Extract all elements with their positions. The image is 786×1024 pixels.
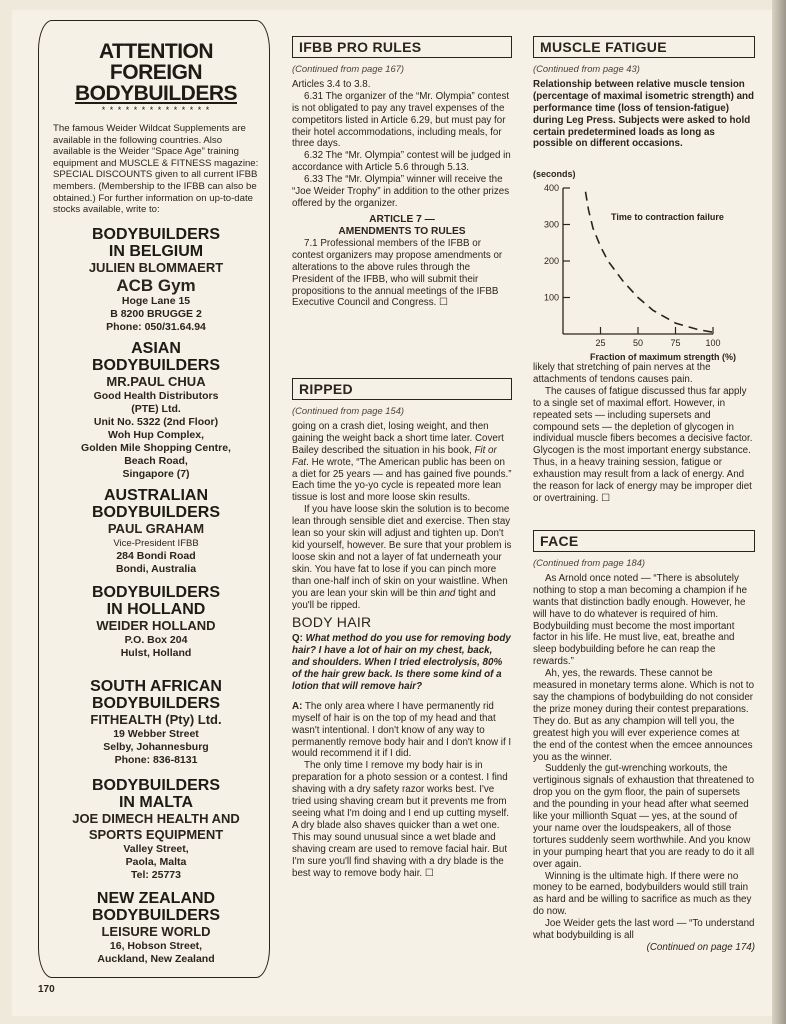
x-tick-label: 25 — [595, 338, 606, 348]
ifbb-pro-rules-section: IFBB PRO RULES (Continued from page 167) Articles 3.4 to 3.8. 6.31 The organizer of the “Mr. Olympia” contest is not obligated to pay any travel expenses of the competitors listed in Article 6.29, but must pay for their hotel accommodations, including meals, for three days. 6.32 The “Mr. Olympia” contest will be judged in accordance with Article 5.6 through 5.13. 6.33 The “Mr. Olympia” winner will receive the “Joe Weider Trophy” in addition to the other prizes offered by the organizer. ARTICLE 7 — AMENDMENTS TO RULES 7.1 Professional members of the IFBB or contest organizers may propose amendments or alterations to the above rules through the President of the IFBB, who will submit their propositions to the annual meetings of the IFBB Executive Council and Congress. ☐ — [292, 36, 512, 309]
continued-from: (Continued from page 43) — [533, 63, 640, 74]
section-header-face: FACE — [533, 530, 755, 552]
y-tick-label: 200 — [543, 256, 559, 266]
muscle-fatigue-section — [533, 36, 755, 150]
section-header-ifbb: IFBB PRO RULES — [292, 36, 512, 58]
page-number: 170 — [38, 984, 55, 995]
x-axis-label: Fraction of maximum strength (%) — [589, 352, 737, 362]
muscle-fatigue-text: likely that stretching of pain nerves at the attachments of tendons causes pain. The causes of fatigue discussed thus far apply to a single set of maximal effort. However, in repeated sets — including supersets and compound sets — the depletion of glycogen in individual muscle fibers becomes a decisive factor. Glycogen is the most important energy substance. Thus, in a heavy training session, fatigue or exhaustion may result from a lack of energy. And the reason for lack of energy may be improper diet or overtraining. ☐ — [533, 362, 753, 504]
ripped-section: RIPPED (Continued from page 154) going on a crash diet, losing weight, and then gaining the weight back a short time later. Covert Bailey described the situation in his book, Fit or Fat. He wrote, “The American public has been on a diet for 25 years — and has gained five pounds.” Each time the yo-yo cycle is repeated more lean tissue is lost and more loose skin results. If you have loose skin the solution is to become lean through sensible diet and exercise. Then stay lean so your skin will adjust and tighten up. Don't kid yourself, however. Be sure that your problem is loose skin and not a layer of fat underneath your skin. You have fat to lose if you can pinch more than one-half inch of skin on your waistline. When you are lean your skin will be thin and tight and you'll be ripped. BODY HAIR Q: What method do you use for removing body hair? I have a lot of hair on my chest, back, and shoulders. When I tried electrolysis, 80% of the hair grew back. Is there some kind of a lotion that will remove hair? A: The only area where I have permanently rid myself of hair is on the top of my head and that wasn't intentional. I don't know of any way to permanently remove body hair and I don't know if I would recommend it if I did. The only time I remove my body hair is in preparation for a photo session or a contest. I find shaving with a dry safety razor works best. I've tried using shaving cream but it prevents me from seeing what I'm doing and I end up cutting myself. A dry blade also shaves quicker than a wet one. This may sound unusual since a wet blade and shaving cream are used to remove facial hair. But I'm sure you'll find shaving with a dry blade is the best way to remove body hair. ☐ — [292, 378, 512, 879]
x-tick-label: 50 — [632, 338, 644, 348]
distributor-belgium: BODYBUILDERS IN BELGIUM JULIEN BLOMMAERT ACB Gym Hoge Lane 15 B 8200 BRUGGE 2 Phone: 050/31.64.94 — [88, 225, 224, 333]
x-tick-label: 100 — [705, 338, 721, 348]
page-spine-shadow — [772, 0, 786, 1024]
distributor-south-africa: SOUTH AFRICAN BODYBUILDERS FITHEALTH (Pty) Ltd. 19 Webber Street Selby, Johannesburg Phone: 836-8131 — [90, 677, 222, 766]
body-hair-subhead: BODY HAIR — [292, 614, 372, 631]
ad-discount: SPECIAL DISCOUNTS given to all current IFBB members. (Membership to the IFBB can also be obtained.) For further information on up-to-date stocks available, write to: — [53, 169, 258, 216]
continued-from: (Continued from page 184) — [533, 557, 646, 568]
foreign-bodybuilders-ad — [38, 20, 270, 978]
star-divider: * * * * * * * * * * * * * * — [101, 105, 211, 115]
article-7-heading: ARTICLE 7 — AMENDMENTS TO RULES — [338, 213, 466, 237]
ad-title: ATTENTION FOREIGN BODYBUILDERS — [74, 40, 237, 105]
continued-on: (Continued on page 174) — [646, 942, 755, 953]
ad-intro: The famous Weider Wildcat Supplements are available in the following countries. Also available is the Weider “Space Age” training equipment and MUSCLE & FITNESS magazine: — [53, 123, 259, 169]
x-tick-label: 75 — [670, 338, 681, 348]
y-tick-label: 100 — [543, 292, 559, 303]
face-section: FACE (Continued from page 184) As Arnold once noted — “There is absolutely nothing to stop a man becoming a champion if he wants that distinction badly enough. However, he will have to do whatever is required of him. Bodybuilding must become the most important factor in his life. He must live, eat, breathe and sleep bodybuilding before he can reap the rewards.” Ah, yes, the rewards. These cannot be measured in monetary terms alone. Which is not to say the champions of bodybuilding do not consider the prize money during their contest preparations. They do. But as any champion will tell you, the greatest high you will ever experience comes at the end of the contest when the emcee announces you as the winner. Suddenly the gut-wrenching workouts, the vertiginous signals of exhaustion that threatened to drop you on the gym floor, the pain of supersets and the pounding in your head after what seemed like your millionth Squat — yes, at the sound of your name over the loudspeakers, all of those tortures suddenly seem worthwhile. And you know in your pumping heart that you are ready to do it all over again. Winning is the ultimate high. If there were no money to be earned, bodybuilders would still train as hard and be willing to sacrifice as much as they do now. Joe Weider gets the last word — “To understand what bodybuilding is all (Continued on page 174) — [533, 530, 755, 954]
section-header-fatigue: MUSCLE FATIGUE — [533, 36, 755, 58]
continued-from: (Continued from page 167) — [292, 63, 405, 74]
y-tick-label: 400 — [543, 183, 559, 193]
distributor-asia: ASIAN BODYBUILDERS MR.PAUL CHUA Good Health Distributors (PTE) Ltd. Unit No. 5322 (2nd Floor) Woh Hup Complex, Golden Mile Shopping Centre, Beach Road, Singapore (7) — [81, 339, 231, 480]
chart-caption: Relationship between relative muscle tension (percentage of maximal isometric strength) and performance time (loss of tension-fatigue) during Leg Press. Subjects were asked to hold certain predetermined loads as long as possible on different occasions. — [533, 78, 755, 150]
distributor-malta: BODYBUILDERS IN MALTA JOE DIMECH HEALTH AND SPORTS EQUIPMENT Valley Street, Paola, Malta Tel: 25773 — [72, 776, 240, 881]
answer: A: The only area where I have permanently rid myself of hair is on the top of my head and that wasn't intentional. I don't know of any way to permanently remove body hair and I don't know if I would recommend it if I did. — [292, 700, 512, 760]
distributor-holland: BODYBUILDERS IN HOLLAND WEIDER HOLLAND P.O. Box 204 Hulst, Holland — [91, 583, 220, 659]
distributor-new-zealand: NEW ZEALAND BODYBUILDERS LEISURE WORLD 16, Hobson Street, Auckland, New Zealand — [91, 889, 220, 965]
y-tick-label: 300 — [543, 219, 559, 230]
fatigue-chart — [533, 168, 755, 363]
distributor-australia: AUSTRALIAN BODYBUILDERS PAUL GRAHAM Vice-President IFBB 284 Bondi Road Bondi, Australia — [91, 486, 220, 575]
question: Q: What method do you use for removing body hair? I have a lot of hair on my chest, back, and shoulders. When I tried electrolysis, 80% of the hair grew back. Is there some kind of a lotion that will remove hair? — [292, 633, 511, 692]
chart-annotation: Time to contraction failure — [611, 212, 724, 223]
section-header-ripped: RIPPED — [292, 378, 512, 400]
y-axis-label: (seconds) — [533, 169, 576, 179]
continued-from: (Continued from page 154) — [292, 405, 405, 416]
